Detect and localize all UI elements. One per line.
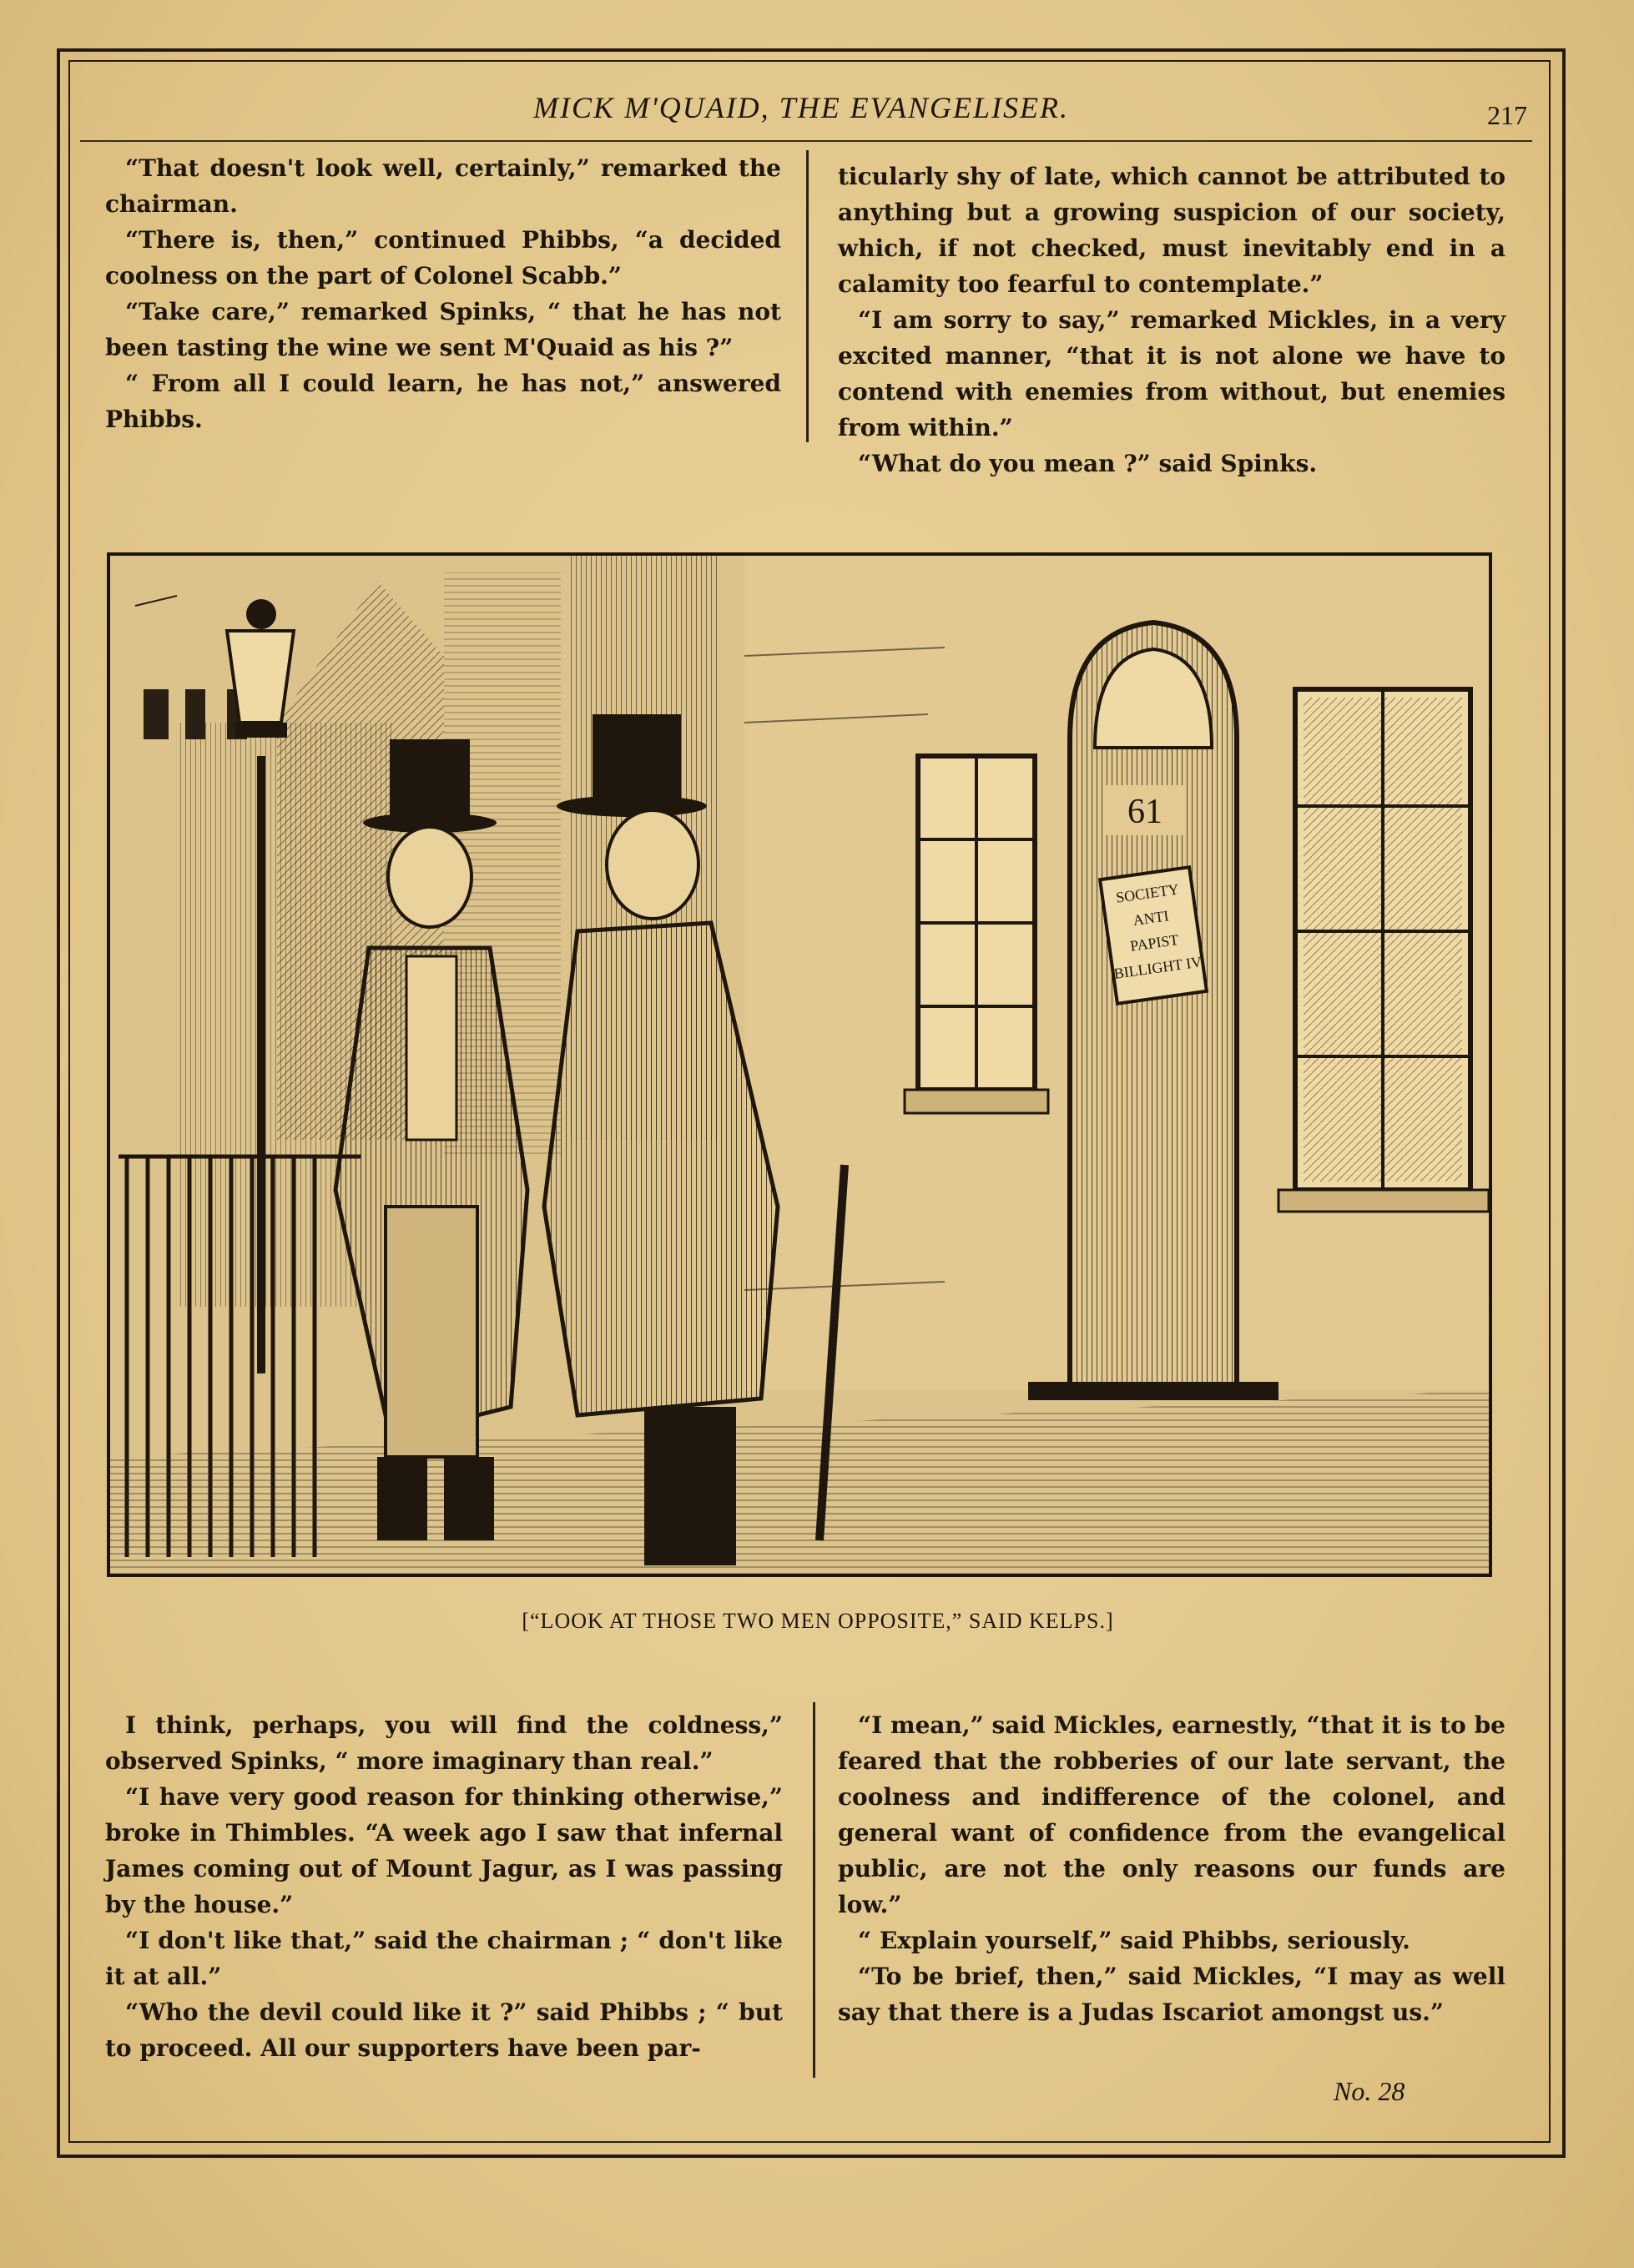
paragraph: “I don't like that,” said the chairman ; “ don't like it at all.”	[105, 1927, 783, 1990]
engraving-illustration	[107, 552, 1492, 1577]
svg-text:PAPIST: PAPIST	[1128, 930, 1180, 955]
street-scene-engraving	[110, 556, 1489, 1574]
paragraph: “Who the devil could like it ?” said Phibbs ; “ but to proceed. All our supporters have been par-	[105, 1998, 783, 2062]
header-rule	[80, 140, 1532, 142]
column-divider-top	[806, 150, 809, 442]
paragraph: ticularly shy of late, which cannot be attributed to anything but a growing suspicion of our society, which, if not checked, must inevitably end in a calamity too fearful to contemplate.”	[838, 163, 1505, 298]
column-top-left	[105, 150, 781, 437]
footer-rule	[80, 2141, 1532, 2143]
paragraph: “I have very good reason for thinking otherwise,” broke in Thimbles. “A week ago I saw that infernal James coming out of Mount Jagur, as I was passing by the house.”	[105, 1783, 783, 1918]
house-window-left	[905, 756, 1048, 1113]
column-top-right	[838, 159, 1505, 481]
paragraph: “I mean,” said Mickles, earnestly, “that it is to be feared that the robberies of our late servant, the coolness and indifference of the colonel, and general want of confidence from the evangelical public, are not the only reasons our funds are low.”	[838, 1711, 1505, 1918]
svg-text:ANTI: ANTI	[1132, 907, 1170, 930]
column-bottom-right	[838, 1707, 1505, 2030]
svg-text:SOCIETY: SOCIETY	[1114, 880, 1180, 906]
paragraph: “ Explain yourself,” said Phibbs, seriously.	[858, 1927, 1410, 1954]
paragraph: “Take care,” remarked Spinks, “ that he has not been tasting the wine we sent M'Quaid as his ?”	[105, 298, 781, 361]
house-window-right	[1278, 689, 1489, 1212]
svg-text:BILLIGHT IV: BILLIGHT IV	[1112, 953, 1203, 982]
door-number: 61	[1127, 793, 1162, 831]
paragraph: “I am sorry to say,” remarked Mickles, in a very excited manner, “that it is not alone we have to contend with enemies from without, but enemies from within.”	[838, 306, 1505, 441]
page-number: 217	[1487, 100, 1527, 130]
paragraph: “What do you mean ?” said Spinks.	[858, 450, 1318, 477]
paragraph: I think, perhaps, you will find the coldness,” observed Spinks, “ more imaginary than real.”	[105, 1711, 783, 1775]
column-bottom-left	[105, 1707, 783, 2066]
paragraph: “There is, then,” continued Phibbs, “a decided coolness on the part of Colonel Scabb.”	[105, 226, 781, 290]
part-number: No. 28	[1334, 2076, 1405, 2106]
paragraph: “To be brief, then,” said Mickles, “I may as well say that there is a Judas Iscariot amongst us.”	[838, 1963, 1505, 2026]
running-title: MICK M'QUAID, THE EVANGELISER.	[533, 91, 1069, 124]
column-divider-bottom	[813, 1702, 815, 2078]
paragraph: “ From all I could learn, he has not,” answered Phibbs.	[105, 370, 781, 433]
illustration-caption: [“LOOK AT THOSE TWO MEN OPPOSITE,” SAID KELPS.]	[522, 1609, 1114, 1633]
paragraph: “That doesn't look well, certainly,” remarked the chairman.	[105, 154, 781, 218]
